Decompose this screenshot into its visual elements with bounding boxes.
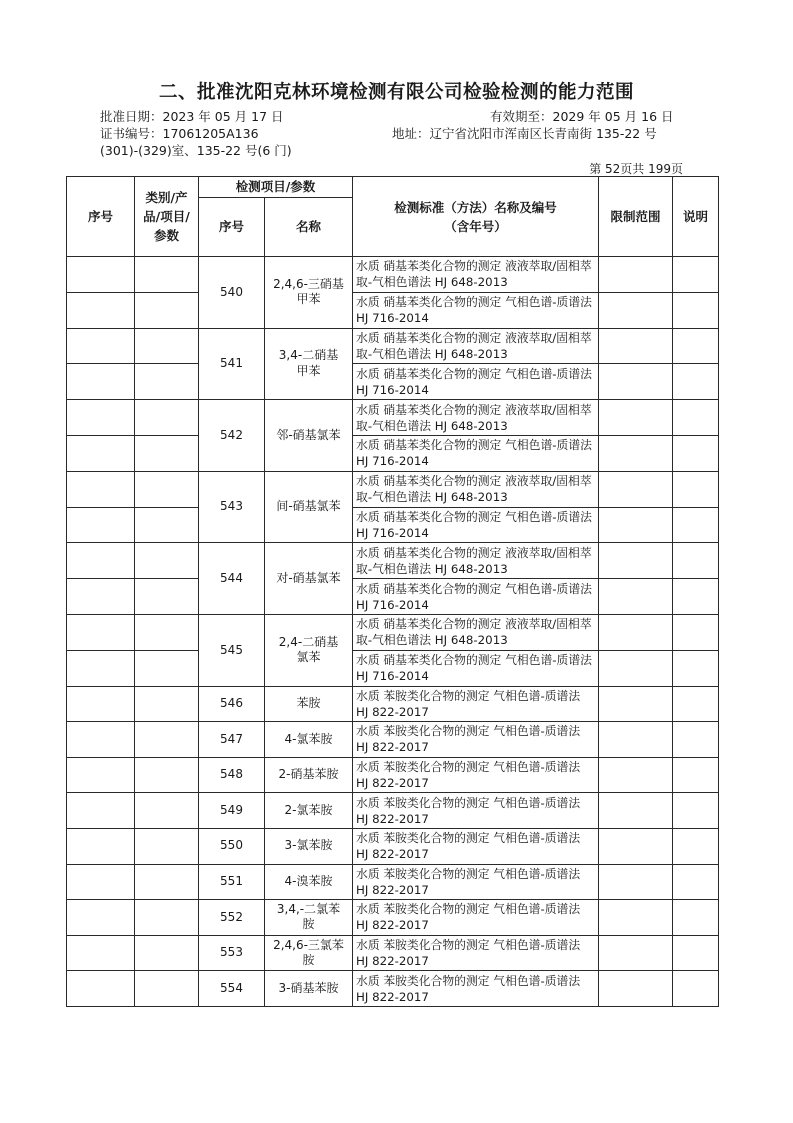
note-cell — [673, 864, 719, 900]
standard-cell: 水质 硝基苯类化合物的测定 气相色谱-质谱法 HJ 716-2014 — [353, 364, 599, 400]
table-row — [67, 435, 719, 471]
category-cell — [135, 543, 199, 579]
limit-cell — [599, 435, 673, 471]
header-items-group: 检测项目/参数 — [199, 177, 353, 198]
category-cell — [135, 650, 199, 686]
limit-cell — [599, 864, 673, 900]
table-header — [67, 177, 719, 257]
serial-cell — [67, 257, 135, 293]
item-name-cell: 3,4-二硝基甲苯 — [265, 328, 353, 400]
approval-date: 批准日期：2023 年 05 月 17 日 — [100, 109, 284, 124]
item-serial-cell: 551 — [199, 864, 265, 900]
serial-cell — [67, 686, 135, 722]
limit-cell — [599, 543, 673, 579]
table-row — [67, 757, 719, 793]
item-name-cell: 2,4-二硝基氯苯 — [265, 614, 353, 686]
limit-cell — [599, 650, 673, 686]
table-row — [67, 328, 719, 364]
table-row — [67, 400, 719, 436]
standard-cell: 水质 苯胺类化合物的测定 气相色谱-质谱法 HJ 822-2017 — [353, 686, 599, 722]
note-cell — [673, 900, 719, 936]
limit-cell — [599, 686, 673, 722]
item-serial-cell: 553 — [199, 935, 265, 971]
serial-cell — [67, 364, 135, 400]
serial-cell — [67, 471, 135, 507]
category-cell — [135, 364, 199, 400]
item-serial-cell: 550 — [199, 828, 265, 864]
standard-cell: 水质 硝基苯类化合物的测定 液液萃取/固相萃取-气相色谱法 HJ 648-2013 — [353, 400, 599, 436]
note-cell — [673, 757, 719, 793]
serial-cell — [67, 328, 135, 364]
item-name-cell: 对-硝基氯苯 — [265, 543, 353, 615]
capability-table — [66, 176, 719, 1007]
serial-cell — [67, 793, 135, 829]
table-row — [67, 686, 719, 722]
note-cell — [673, 614, 719, 650]
table-row — [67, 722, 719, 758]
item-serial-cell: 543 — [199, 471, 265, 543]
certificate-number: 证书编号：17061205A136 — [100, 126, 259, 141]
note-cell — [673, 828, 719, 864]
item-serial-cell: 547 — [199, 722, 265, 758]
serial-cell — [67, 400, 135, 436]
limit-cell — [599, 507, 673, 543]
note-cell — [673, 400, 719, 436]
item-name-cell: 2,4,6-三硝基甲苯 — [265, 257, 353, 329]
serial-cell — [67, 828, 135, 864]
note-cell — [673, 292, 719, 328]
category-cell — [135, 257, 199, 293]
category-cell — [135, 864, 199, 900]
limit-cell — [599, 935, 673, 971]
header-standard: 检测标准（方法）名称及编号（含年号） — [353, 177, 599, 257]
table-row — [67, 935, 719, 971]
table-row — [67, 828, 719, 864]
standard-cell: 水质 硝基苯类化合物的测定 液液萃取/固相萃取-气相色谱法 HJ 648-2013 — [353, 471, 599, 507]
table-row — [67, 614, 719, 650]
note-cell — [673, 579, 719, 615]
page-title: 二、批准沈阳克林环境检测有限公司检验检测的能力范围 — [158, 82, 634, 103]
table-row — [67, 543, 719, 579]
limit-cell — [599, 971, 673, 1007]
standard-cell: 水质 硝基苯类化合物的测定 气相色谱-质谱法 HJ 716-2014 — [353, 650, 599, 686]
limit-cell — [599, 793, 673, 829]
serial-cell — [67, 543, 135, 579]
serial-cell — [67, 722, 135, 758]
serial-cell — [67, 864, 135, 900]
item-name-cell: 3-氯苯胺 — [265, 828, 353, 864]
table-row — [67, 650, 719, 686]
table-row — [67, 900, 719, 936]
category-cell — [135, 328, 199, 364]
item-name-cell: 2,4,6-三氯苯胺 — [265, 935, 353, 971]
item-name-cell: 邻-硝基氯苯 — [265, 400, 353, 472]
standard-cell: 水质 硝基苯类化合物的测定 液液萃取/固相萃取-气相色谱法 HJ 648-2013 — [353, 614, 599, 650]
limit-cell — [599, 400, 673, 436]
note-cell — [673, 435, 719, 471]
category-cell — [135, 400, 199, 436]
note-cell — [673, 793, 719, 829]
table-row — [67, 971, 719, 1007]
limit-cell — [599, 722, 673, 758]
standard-cell: 水质 苯胺类化合物的测定 气相色谱-质谱法 HJ 822-2017 — [353, 722, 599, 758]
limit-cell — [599, 471, 673, 507]
item-serial-cell: 554 — [199, 971, 265, 1007]
table-row — [67, 364, 719, 400]
standard-cell: 水质 苯胺类化合物的测定 气相色谱-质谱法 HJ 822-2017 — [353, 900, 599, 936]
header-limit: 限制范围 — [599, 177, 673, 257]
limit-cell — [599, 900, 673, 936]
header-note: 说明 — [673, 177, 719, 257]
serial-cell — [67, 507, 135, 543]
category-cell — [135, 614, 199, 650]
serial-cell — [67, 435, 135, 471]
item-name-cell: 间-硝基氯苯 — [265, 471, 353, 543]
note-cell — [673, 543, 719, 579]
table-body — [67, 257, 719, 1007]
standard-cell: 水质 苯胺类化合物的测定 气相色谱-质谱法 HJ 822-2017 — [353, 935, 599, 971]
standard-cell: 水质 硝基苯类化合物的测定 气相色谱-质谱法 HJ 716-2014 — [353, 507, 599, 543]
standard-cell: 水质 硝基苯类化合物的测定 气相色谱-质谱法 HJ 716-2014 — [353, 579, 599, 615]
limit-cell — [599, 614, 673, 650]
table-row — [67, 793, 719, 829]
limit-cell — [599, 257, 673, 293]
item-serial-cell: 540 — [199, 257, 265, 329]
category-cell — [135, 686, 199, 722]
address: 地址：辽宁省沈阳市浑南区长青南街 135-22 号 — [392, 126, 657, 141]
category-cell — [135, 793, 199, 829]
limit-cell — [599, 292, 673, 328]
note-cell — [673, 650, 719, 686]
item-serial-cell: 542 — [199, 400, 265, 472]
standard-cell: 水质 硝基苯类化合物的测定 液液萃取/固相萃取-气相色谱法 HJ 648-2013 — [353, 543, 599, 579]
standard-cell: 水质 硝基苯类化合物的测定 气相色谱-质谱法 HJ 716-2014 — [353, 435, 599, 471]
note-cell — [673, 935, 719, 971]
standard-cell: 水质 苯胺类化合物的测定 气相色谱-质谱法 HJ 822-2017 — [353, 757, 599, 793]
standard-cell: 水质 苯胺类化合物的测定 气相色谱-质谱法 HJ 822-2017 — [353, 864, 599, 900]
header-category: 类别/产品/项目/参数 — [135, 177, 199, 257]
valid-until: 有效期至：2029 年 05 月 16 日 — [490, 109, 674, 124]
table-row — [67, 507, 719, 543]
serial-cell — [67, 971, 135, 1007]
serial-cell — [67, 935, 135, 971]
standard-cell: 水质 硝基苯类化合物的测定 液液萃取/固相萃取-气相色谱法 HJ 648-2013 — [353, 328, 599, 364]
item-name-cell: 苯胺 — [265, 686, 353, 722]
table-row — [67, 471, 719, 507]
item-name-cell: 3-硝基苯胺 — [265, 971, 353, 1007]
note-cell — [673, 471, 719, 507]
note-cell — [673, 257, 719, 293]
category-cell — [135, 722, 199, 758]
serial-cell — [67, 292, 135, 328]
item-serial-cell: 545 — [199, 614, 265, 686]
standard-cell: 水质 苯胺类化合物的测定 气相色谱-质谱法 HJ 822-2017 — [353, 971, 599, 1007]
standard-cell: 水质 苯胺类化合物的测定 气相色谱-质谱法 HJ 822-2017 — [353, 793, 599, 829]
category-cell — [135, 971, 199, 1007]
note-cell — [673, 507, 719, 543]
item-serial-cell: 552 — [199, 900, 265, 936]
serial-cell — [67, 650, 135, 686]
standard-cell: 水质 硝基苯类化合物的测定 液液萃取/固相萃取-气相色谱法 HJ 648-2013 — [353, 257, 599, 293]
item-serial-cell: 544 — [199, 543, 265, 615]
table-row — [67, 292, 719, 328]
item-name-cell: 2-氯苯胺 — [265, 793, 353, 829]
category-cell — [135, 828, 199, 864]
serial-cell — [67, 900, 135, 936]
limit-cell — [599, 757, 673, 793]
page-counter: 第 52页共 199页 — [589, 162, 683, 176]
category-cell — [135, 292, 199, 328]
limit-cell — [599, 328, 673, 364]
item-serial-cell: 541 — [199, 328, 265, 400]
note-cell — [673, 686, 719, 722]
item-name-cell: 2-硝基苯胺 — [265, 757, 353, 793]
table-row — [67, 579, 719, 615]
category-cell — [135, 579, 199, 615]
category-cell — [135, 471, 199, 507]
category-cell — [135, 935, 199, 971]
header-serial: 序号 — [67, 177, 135, 257]
table-row — [67, 864, 719, 900]
category-cell — [135, 507, 199, 543]
serial-cell — [67, 757, 135, 793]
item-serial-cell: 548 — [199, 757, 265, 793]
category-cell — [135, 900, 199, 936]
note-cell — [673, 722, 719, 758]
item-name-cell: 4-氯苯胺 — [265, 722, 353, 758]
limit-cell — [599, 364, 673, 400]
standard-cell: 水质 硝基苯类化合物的测定 气相色谱-质谱法 HJ 716-2014 — [353, 292, 599, 328]
table-row — [67, 257, 719, 293]
item-serial-cell: 546 — [199, 686, 265, 722]
standard-cell: 水质 苯胺类化合物的测定 气相色谱-质谱法 HJ 822-2017 — [353, 828, 599, 864]
header-item-name: 名称 — [265, 198, 353, 257]
limit-cell — [599, 828, 673, 864]
item-serial-cell: 549 — [199, 793, 265, 829]
limit-cell — [599, 579, 673, 615]
item-name-cell: 4-溴苯胺 — [265, 864, 353, 900]
address-continued: (301)-(329)室、135-22 号(6 门) — [100, 143, 292, 158]
header-item-serial: 序号 — [199, 198, 265, 257]
note-cell — [673, 971, 719, 1007]
category-cell — [135, 757, 199, 793]
serial-cell — [67, 579, 135, 615]
note-cell — [673, 328, 719, 364]
note-cell — [673, 364, 719, 400]
item-name-cell: 3,4,-二氯苯胺 — [265, 900, 353, 936]
serial-cell — [67, 614, 135, 650]
category-cell — [135, 435, 199, 471]
